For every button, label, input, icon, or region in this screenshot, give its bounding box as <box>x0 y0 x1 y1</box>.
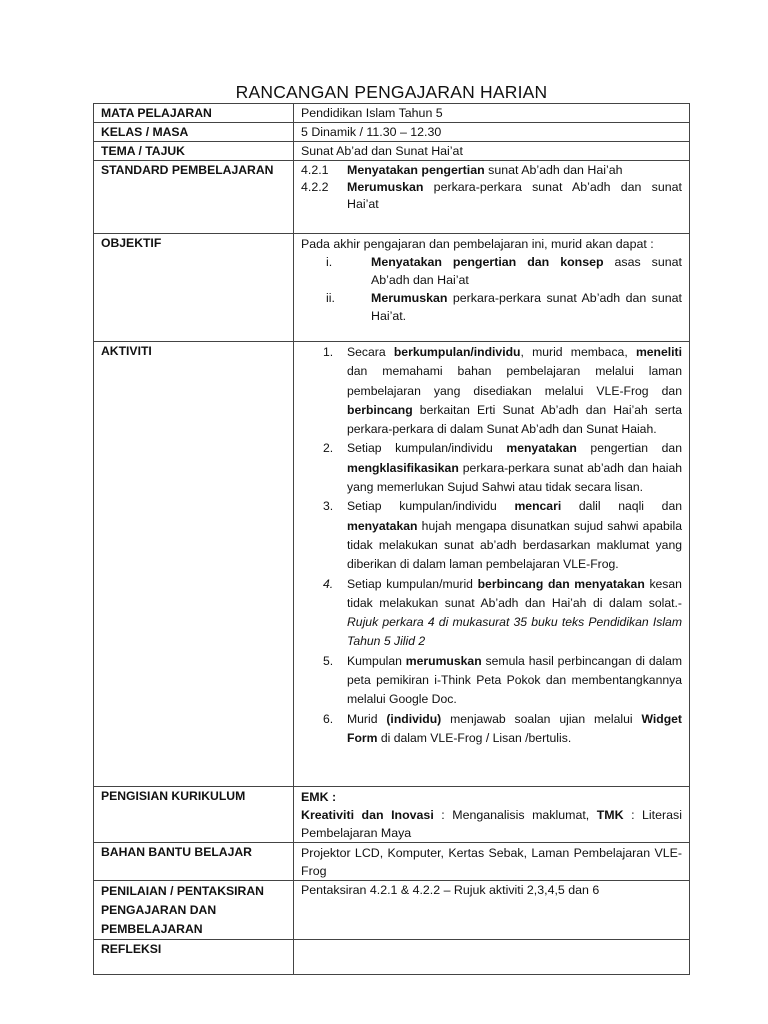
label-pengisian-kurikulum: PENGISIAN KURIKULUM <box>94 787 294 843</box>
aktiviti-text: kesan tidak melakukan sunat Ab’adh dan Hai’ah di dalam solat.- <box>347 576 682 610</box>
emk-heading: EMK : <box>301 790 337 804</box>
row-tema-tajuk <box>94 142 690 161</box>
aktiviti-text: Setiap kumpulan/individu <box>347 441 507 456</box>
aktiviti-item-number: 1. <box>323 345 334 359</box>
standard-item <box>301 162 682 179</box>
kreativiti-text: : Menganalisis maklumat, <box>433 808 597 822</box>
value-kelas-masa: 5 Dinamik / 11.30 – 12.30 <box>294 123 690 142</box>
aktiviti-text: , murid membaca, <box>520 345 636 359</box>
value-aktiviti <box>294 342 690 787</box>
page-title: RANCANGAN PENGAJARAN HARIAN <box>235 82 548 102</box>
objektif-item-keyword: Merumuskan <box>371 291 448 305</box>
aktiviti-text: menjawab soalan ujian melalui <box>441 711 642 726</box>
row-standard-pembelajaran <box>94 161 690 234</box>
aktiviti-item <box>301 575 682 652</box>
objektif-item-keyword: Menyatakan pengertian dan konsep <box>371 255 604 269</box>
aktiviti-item <box>301 497 682 574</box>
aktiviti-item <box>301 439 682 497</box>
objektif-intro: Pada akhir pengajaran dan pembelajaran ini, murid akan dapat : <box>301 237 654 251</box>
objektif-item <box>301 289 682 325</box>
aktiviti-item <box>301 343 682 439</box>
aktiviti-text: Kumpulan <box>347 653 406 668</box>
aktiviti-keyword: mencari <box>514 499 562 514</box>
value-mata-pelajaran: Pendidikan Islam Tahun 5 <box>294 104 690 123</box>
label-kelas-masa: KELAS / MASA <box>94 123 294 142</box>
objektif-item <box>301 253 682 289</box>
aktiviti-text: dan memahami bahan pembelajaran melalui laman pembelajaran yang disediakan melalui VLE-Frog dan <box>347 364 682 398</box>
aktiviti-item <box>301 710 682 749</box>
aktiviti-item-number: 4. <box>323 576 334 591</box>
label-penilaian: PENILAIAN / PENTAKSIRAN PENGAJARAN DAN PEMBELAJARAN <box>94 881 294 940</box>
row-pengisian-kurikulum <box>94 787 690 843</box>
value-refleksi <box>294 940 690 975</box>
aktiviti-keyword: berbincang <box>347 402 413 417</box>
aktiviti-keyword: menyatakan <box>506 441 577 456</box>
aktiviti-text: berkaitan Erti Sunat Ab’adh dan Hai’ah serta perkara-perkara di dalam Sunat Ab’adh dan Sunat Haiah. <box>347 402 682 437</box>
objektif-item-text: asas sunat Ab’adh dan Hai’at <box>371 255 682 287</box>
aktiviti-reference: Rujuk perkara 4 di mukasurat 35 buku teks Pendidikan Islam Tahun 5 Jilid 2 <box>347 615 682 649</box>
value-pengisian-kurikulum <box>294 787 690 843</box>
tmk-text: : Literasi Pembelajaran Maya <box>301 808 682 840</box>
aktiviti-keyword: berkumpulan/individu <box>393 345 521 359</box>
value-bahan-bantu-belajar: Projektor LCD, Komputer, Kertas Sebak, Laman Pembelajaran VLE-Frog <box>294 843 690 881</box>
aktiviti-text: Setiap kumpulan/individu <box>347 499 515 514</box>
standard-item-number: 4.2.1 <box>301 163 329 177</box>
value-objektif <box>294 234 690 342</box>
aktiviti-keyword: berbincang dan menyatakan <box>477 576 645 591</box>
value-standard-pembelajaran <box>294 161 690 234</box>
label-refleksi: REFLEKSI <box>94 940 294 975</box>
aktiviti-keyword: (individu) <box>386 711 442 726</box>
label-tema-tajuk: TEMA / TAJUK <box>94 142 294 161</box>
value-tema-tajuk: Sunat Ab’ad dan Sunat Hai’at <box>294 142 690 161</box>
aktiviti-item-number: 6. <box>323 711 334 726</box>
standard-item-text: sunat Ab’adh dan Hai’ah <box>484 163 623 177</box>
aktiviti-item-number: 5. <box>323 653 334 668</box>
label-bahan-bantu-belajar: BAHAN BANTU BELAJAR <box>94 843 294 881</box>
row-penilaian <box>94 881 690 940</box>
standard-item-number: 4.2.2 <box>301 180 329 194</box>
standard-item-text: perkara-perkara sunat Ab’adh dan sunat Hai’at <box>347 180 682 211</box>
aktiviti-text: di dalam VLE-Frog / Lisan /bertulis. <box>377 730 572 745</box>
aktiviti-keyword: meneliti <box>635 345 682 359</box>
row-refleksi <box>94 940 690 975</box>
row-objektif <box>94 234 690 342</box>
aktiviti-text: Murid <box>347 711 387 726</box>
label-objektif: OBJEKTIF <box>94 234 294 342</box>
tmk-keyword: TMK <box>596 808 624 822</box>
aktiviti-item <box>301 652 682 710</box>
aktiviti-text: Setiap kumpulan/murid <box>347 576 478 591</box>
aktiviti-keyword: mengklasifikasikan <box>347 460 459 475</box>
row-kelas-masa <box>94 123 690 142</box>
standard-item-keyword: Merumuskan <box>347 180 424 194</box>
label-aktiviti: AKTIVITI <box>94 342 294 787</box>
objektif-item-text: perkara-perkara sunat Ab’adh dan sunat Hai’at. <box>371 291 682 323</box>
aktiviti-text: perkara-perkara sunat ab’adh dan haiah yang memerlukan Sujud Sahwi atau tidak secara lisan. <box>347 460 682 495</box>
aktiviti-keyword: Widget Form <box>347 711 682 745</box>
standard-item <box>301 179 682 213</box>
value-penilaian: Pentaksiran 4.2.1 & 4.2.2 – Rujuk aktiviti 2,3,4,5 dan 6 <box>294 881 690 940</box>
objektif-item-number: i. <box>326 255 333 269</box>
standard-item-keyword: Menyatakan pengertian <box>347 163 485 177</box>
aktiviti-keyword: merumuskan <box>405 653 482 668</box>
aktiviti-text: semula hasil perbincangan di dalam peta pemikiran i-Think Peta Pokok dan membentangkannya melalui Google Doc. <box>347 653 683 707</box>
objektif-item-number: ii. <box>326 291 335 305</box>
label-standard-pembelajaran: STANDARD PEMBELAJARAN <box>94 161 294 234</box>
row-bahan-bantu-belajar <box>94 843 690 881</box>
row-aktiviti <box>94 342 690 787</box>
row-mata-pelajaran <box>94 104 690 123</box>
lesson-plan-table <box>93 103 690 975</box>
kreativiti-keyword: Kreativiti dan Inovasi <box>301 808 434 822</box>
label-mata-pelajaran: MATA PELAJARAN <box>94 104 294 123</box>
aktiviti-item-number: 2. <box>323 441 334 456</box>
aktiviti-text: Secara <box>347 345 394 359</box>
aktiviti-text: pengertian dan <box>576 441 682 456</box>
aktiviti-item-number: 3. <box>323 499 334 514</box>
aktiviti-text: hujah mengapa disunatkan sujud sahwi apabila tidak melakukan sunat ab’adh berdasarkan maklumat yang diberikan di dalam laman pembelajaran VLE-Frog. <box>347 518 682 572</box>
aktiviti-keyword: menyatakan <box>347 518 418 533</box>
aktiviti-text: dalil naqli dan <box>561 499 683 514</box>
